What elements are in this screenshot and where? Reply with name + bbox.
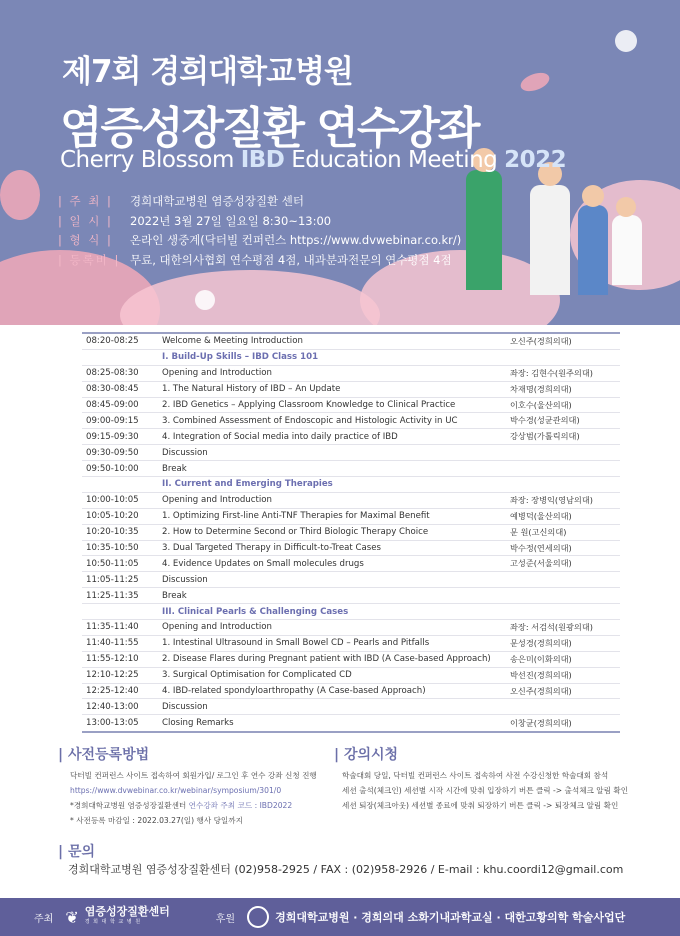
footer [0,898,680,936]
table-row [82,398,620,414]
registration-link[interactable]: https://www.dvwebinar.co.kr/webinar/symposium/301/0 [70,786,282,795]
reg-deadline: * 사전등록 마감일 : 2022.03.27(일) 행사 당일까지 [70,816,243,825]
university-seal-icon [247,906,269,928]
info-format [58,231,461,251]
cell-title: 2. IBD Genetics – Applying Classroom Knowledge to Clinical Practice [162,400,456,410]
info-value: 경희대학교병원 염증성장질환 센터 [130,194,304,208]
info-label: | 일 시 | [58,213,113,228]
t-b: IBD [240,147,285,173]
hero-banner [0,0,680,325]
cell-time: 10:20-10:35 [86,527,139,538]
cell-time: 09:15-09:30 [86,431,139,442]
view-line: 학술대회 당일, 닥터빌 컨퍼런스 사이트 접속하여 사전 수강신청한 학술대회 참석 [342,771,609,780]
table-row [82,668,620,684]
info-label: | 형 식 | [58,233,113,247]
cell-time: 08:20-08:25 [86,336,139,347]
cell-title: Opening and Introduction [162,495,272,506]
registration-text [70,768,317,828]
cell-title: Break [162,463,187,474]
cell-title: 3. Combined Assessment of Endoscopic and Histologic Activity in UC [162,415,458,426]
cell-title: 1. Intestinal Ultrasound in Small Bowel CD – Pearls and Pitfalls [162,638,430,649]
cell-speaker: 차재명(경희의대) [510,383,572,394]
cell-title: 1. Optimizing First-line Anti-TNF Therapies for Maximal Benefit [162,511,430,522]
cell-time: 09:50-10:00 [86,463,139,474]
section-header-row [82,350,620,366]
doctor-illustration [466,170,502,290]
table-row [82,429,620,445]
cell-speaker: 문성경(경희의대) [510,637,572,648]
table-row [82,620,620,636]
sponsor-label: 후원 [215,913,236,925]
viewing-heading: | 강의시청 [334,747,399,763]
cell-time: 11:25-11:35 [86,590,139,601]
cell-time: 09:00-09:15 [86,415,139,426]
doctor-illustration [530,185,570,295]
cell-title: Welcome & Meeting Introduction [162,336,303,347]
table-row [82,445,620,461]
cell-time: 10:00-10:05 [86,495,139,506]
cell-time: 12:10-12:25 [86,670,139,681]
reg-line: 닥터빌 컨퍼런스 사이트 접속하여 회원가입/ 로그인 후 연수 강좌 신청 진행 [70,771,317,780]
t-a: Cherry Blossom [60,147,241,173]
cell-speaker: 문 원(고신의대) [510,526,567,537]
info-host [58,192,461,212]
host-name: 염증성장질환센터 [84,905,170,918]
table-row [82,556,620,572]
title-line2: 염증성장질환 연수강좌 [60,103,479,154]
cell-title: 4. Integration of Social media into daily practice of IBD [162,431,398,442]
cell-time: 11:35-11:40 [86,622,139,633]
cell-speaker: 예병덕(울산의대) [510,510,572,521]
view-line: 세션 출석(체크인) 세션별 시작 시간에 맞춰 입장하기 버튼 클릭 -> 출석체크 알림 확인 [342,786,629,795]
table-row [82,699,620,715]
nurse-illustration [578,205,608,295]
cell-speaker: 오신주(경희의대) [510,685,572,696]
contact-heading: | 문의 [58,844,96,860]
cell-title: 4. IBD-related spondyloarthropathy (A Case-based Approach) [162,686,426,697]
info-value: 온라인 생중계(닥터빌 컨퍼런스 https://www.dvwebinar.co.kr/) [130,233,462,247]
cell-title: I. Build-Up Skills – IBD Class 101 [162,352,319,363]
sponsors: 경희대학교병원 · 경희의대 소화기내과학교실 · 대한고황의학 학술사업단 [275,911,626,924]
cell-title: 1. The Natural History of IBD – An Update [162,384,341,395]
cell-title: Closing Remarks [162,718,234,729]
table-row [82,493,620,509]
cell-speaker: 이창균(경희의대) [510,717,572,728]
cell-title: III. Clinical Pearls & Challenging Cases [162,606,349,617]
cell-time: 08:25-08:30 [86,368,139,379]
cell-time: 08:30-08:45 [86,384,139,395]
cell-time: 10:05-10:20 [86,511,139,522]
table-row [82,715,620,731]
reg-code-b: 연수강좌 주최 코드 : IBD2022 [188,801,293,810]
cell-speaker: 좌장: 장병익(영남의대) [510,494,593,505]
cell-title: Break [162,590,187,601]
reg-code [70,798,317,813]
event-info [58,192,461,270]
cell-time: 08:45-09:00 [86,400,139,410]
cell-title: Discussion [162,447,208,458]
table-row [82,652,620,668]
info-date [58,212,461,232]
cell-speaker: 박선진(경희의대) [510,669,572,680]
cell-time: 10:50-11:05 [86,558,139,569]
cell-speaker: 강상범(가톨릭의대) [510,431,580,442]
table-row [82,636,620,652]
table-row [82,588,620,604]
info-label: | 주 최 | [58,194,113,208]
heart-logo-icon: ❦ [65,907,79,927]
section-header-row [82,604,620,620]
cell-title: Discussion [162,574,208,585]
cell-time: 11:55-12:10 [86,654,139,665]
cell-title: Discussion [162,701,208,712]
table-row [82,541,620,557]
t-c: Education Meeting [284,147,505,173]
section-header-row [82,477,620,493]
info-fee [58,251,461,271]
program-table [82,332,620,733]
cell-title: 2. How to Determine Second or Third Biologic Therapy Choice [162,527,429,538]
cell-time: 09:30-09:50 [86,447,139,458]
cell-title: II. Current and Emerging Therapies [162,479,333,490]
table-row [82,382,620,398]
blossom-icon [195,290,215,310]
table-row [82,366,620,382]
table-row [82,461,620,477]
registration-heading: | 사전등록방법 [58,747,150,763]
cell-title: Opening and Introduction [162,368,272,379]
petal [518,69,552,94]
cell-title: 3. Dual Targeted Therapy in Difficult-to-Treat Cases [162,543,381,554]
contact-text: 경희대학교병원 염증성장질환센터 (02)958-2925 / FAX : (02)958-2926 / E-mail : khu.coordi12@gmail.com [68,863,624,876]
blossom-cloud [120,270,380,325]
cell-title: 2. Disease Flares during Pregnant patient with IBD (A Case-based Approach) [162,654,491,665]
title-line1: 제7회 경희대학교병원 [62,54,353,90]
blossom-icon [615,30,637,52]
host-sub: 경 희 대 학 교 병 원 [84,919,142,925]
cell-time: 11:05-11:25 [86,574,139,585]
table-row [82,572,620,588]
cell-speaker: 송은미(이화의대) [510,653,572,664]
info-value: 무료, 대한의사협회 연수평점 4점, 내과분과전문의 연수평점 4점 [130,252,452,267]
cell-title: 4. Evidence Updates on Small molecules drugs [162,558,364,569]
table-row [82,509,620,525]
table-row [82,684,620,700]
info-value: 2022년 3월 27일 일요일 8:30~13:00 [130,213,332,228]
cell-title: Opening and Introduction [162,622,272,633]
table-row [82,413,620,429]
table-row [82,334,620,350]
cell-time: 10:35-10:50 [86,543,139,554]
reg-code-a: *경희대학교병원 염증성장질환센터 [70,801,189,810]
cell-time: 13:00-13:05 [86,718,139,729]
cell-speaker: 고성준(서울의대) [510,558,572,569]
cell-speaker: 박수정(연세의대) [510,542,572,553]
cell-time: 12:40-13:00 [86,701,139,712]
cell-speaker: 이호수(울산의대) [510,399,572,410]
viewing-text [342,768,628,813]
cell-speaker: 박수경(성균관의대) [510,415,580,426]
cell-speaker: 좌장: 서검석(원광의대) [510,621,593,632]
t-d: 2022 [504,147,567,173]
cell-speaker: 좌장: 김현수(원주의대) [510,367,593,378]
host-label: 주최 [34,913,54,925]
title-english [60,147,566,173]
doctor-illustration [612,215,642,285]
cell-time: 11:40-11:55 [86,638,139,649]
doctor-head [616,197,636,217]
blossom-cloud [0,170,40,220]
cell-time: 12:25-12:40 [86,686,139,697]
table-row [82,525,620,541]
cell-title: 3. Surgical Optimisation for Complicated CD [162,670,352,681]
info-label: | 등록비 | [58,252,121,267]
cell-speaker: 오신주(경희의대) [510,335,572,346]
view-line: 세션 퇴장(체크아웃) 세션별 종료에 맞춰 퇴장하기 버튼 클릭 -> 퇴장체크 알림 확인 [342,801,619,810]
nurse-head [582,185,604,207]
